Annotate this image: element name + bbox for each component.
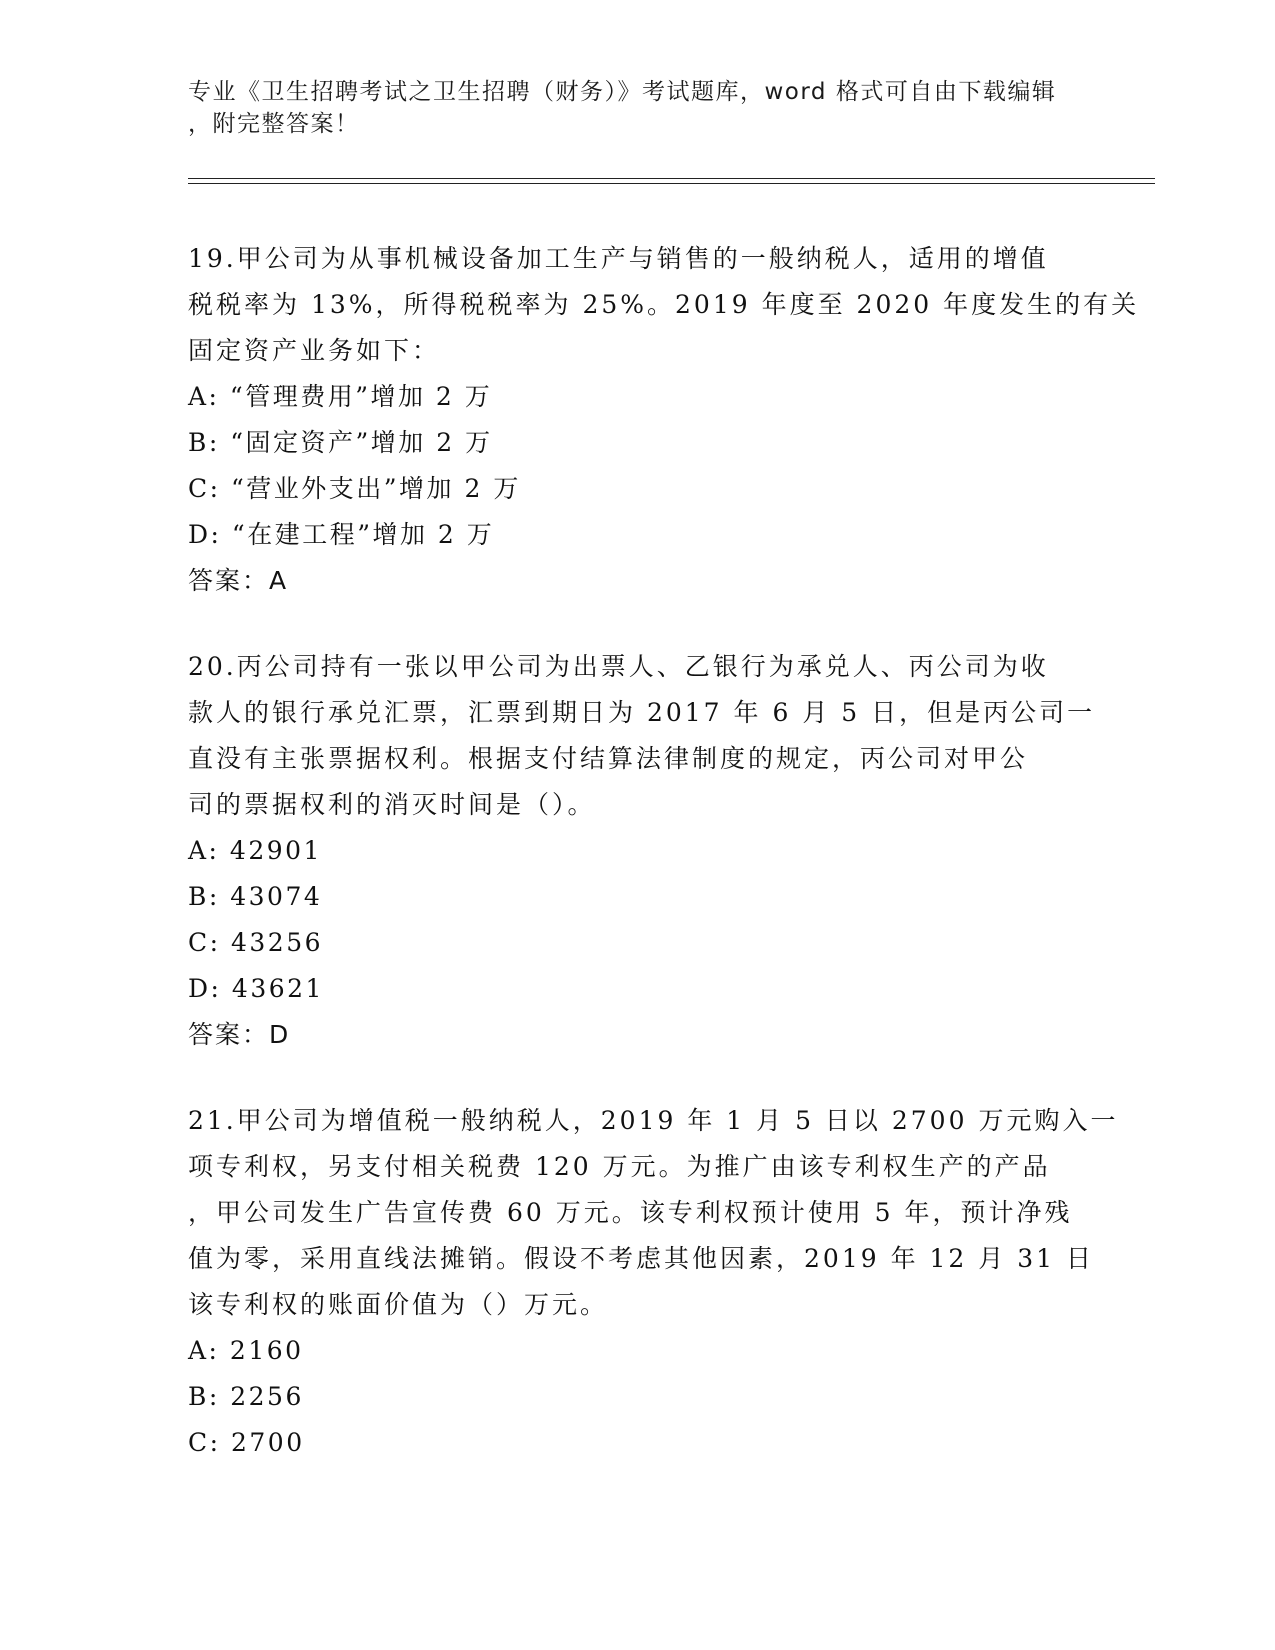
question-stem-line: 款人的银行承兑汇票，汇票到期日为 2017 年 6 月 5 日，但是丙公司一 bbox=[188, 698, 1096, 727]
option-b: B: “固定资产”增加 2 万 bbox=[188, 428, 493, 457]
question-stem-line: 固定资产业务如下： bbox=[188, 336, 441, 365]
question-stem-line: 税税率为 13%，所得税税率为 25%。2019 年度至 2020 年度发生的有关 bbox=[188, 290, 1140, 319]
option-d: D: 43621 bbox=[188, 974, 324, 1003]
header-divider bbox=[188, 183, 1155, 184]
header-line: ，附完整答案！ bbox=[188, 111, 360, 137]
question-stem-line: 19.甲公司为从事机械设备加工生产与销售的一般纳税人，适用的增值 bbox=[188, 244, 1049, 273]
header-line: 专业《卫生招聘考试之卫生招聘（财务）》考试题库，word 格式可自由下载编辑 bbox=[188, 79, 1057, 105]
option-a: A: 2160 bbox=[188, 1336, 304, 1365]
question-list bbox=[188, 236, 1140, 1506]
question-stem-line: 该专利权的账面价值为（）万元。 bbox=[188, 1290, 609, 1319]
question-stem-line: 21.甲公司为增值税一般纳税人，2019 年 1 月 5 日以 2700 万元购入一 bbox=[188, 1106, 1119, 1135]
question-stem-line: 值为零，采用直线法摊销。假设不考虑其他因素，2019 年 12 月 31 日 bbox=[188, 1244, 1094, 1273]
option-a: A: 42901 bbox=[188, 836, 322, 865]
question-20 bbox=[188, 644, 1096, 1058]
question-stem-line: 项专利权，另支付相关税费 120 万元。为推广由该专利权生产的产品 bbox=[188, 1152, 1051, 1181]
header-divider bbox=[188, 178, 1155, 179]
option-a: A: “管理费用”增加 2 万 bbox=[188, 382, 493, 411]
question-stem-line: 20.丙公司持有一张以甲公司为出票人、乙银行为承兑人、丙公司为收 bbox=[188, 652, 1049, 681]
question-19 bbox=[188, 236, 1140, 604]
question-stem-line: 直没有主张票据权利。根据支付结算法律制度的规定，丙公司对甲公 bbox=[188, 744, 1029, 773]
option-c: C: 2700 bbox=[188, 1428, 305, 1457]
answer-label: 答案：A bbox=[188, 566, 289, 595]
question-stem-line: 司的票据权利的消灭时间是（）。 bbox=[188, 790, 596, 819]
option-c: C: “营业外支出”增加 2 万 bbox=[188, 474, 521, 503]
option-d: D: “在建工程”增加 2 万 bbox=[188, 520, 495, 549]
question-stem-line: ，甲公司发生广告宣传费 60 万元。该专利权预计使用 5 年，预计净残 bbox=[188, 1198, 1073, 1227]
option-b: B: 2256 bbox=[188, 1382, 304, 1411]
answer-label: 答案：D bbox=[188, 1020, 291, 1049]
option-c: C: 43256 bbox=[188, 928, 324, 957]
option-b: B: 43074 bbox=[188, 882, 323, 911]
question-21 bbox=[188, 1098, 1119, 1466]
page-header bbox=[188, 76, 1088, 140]
